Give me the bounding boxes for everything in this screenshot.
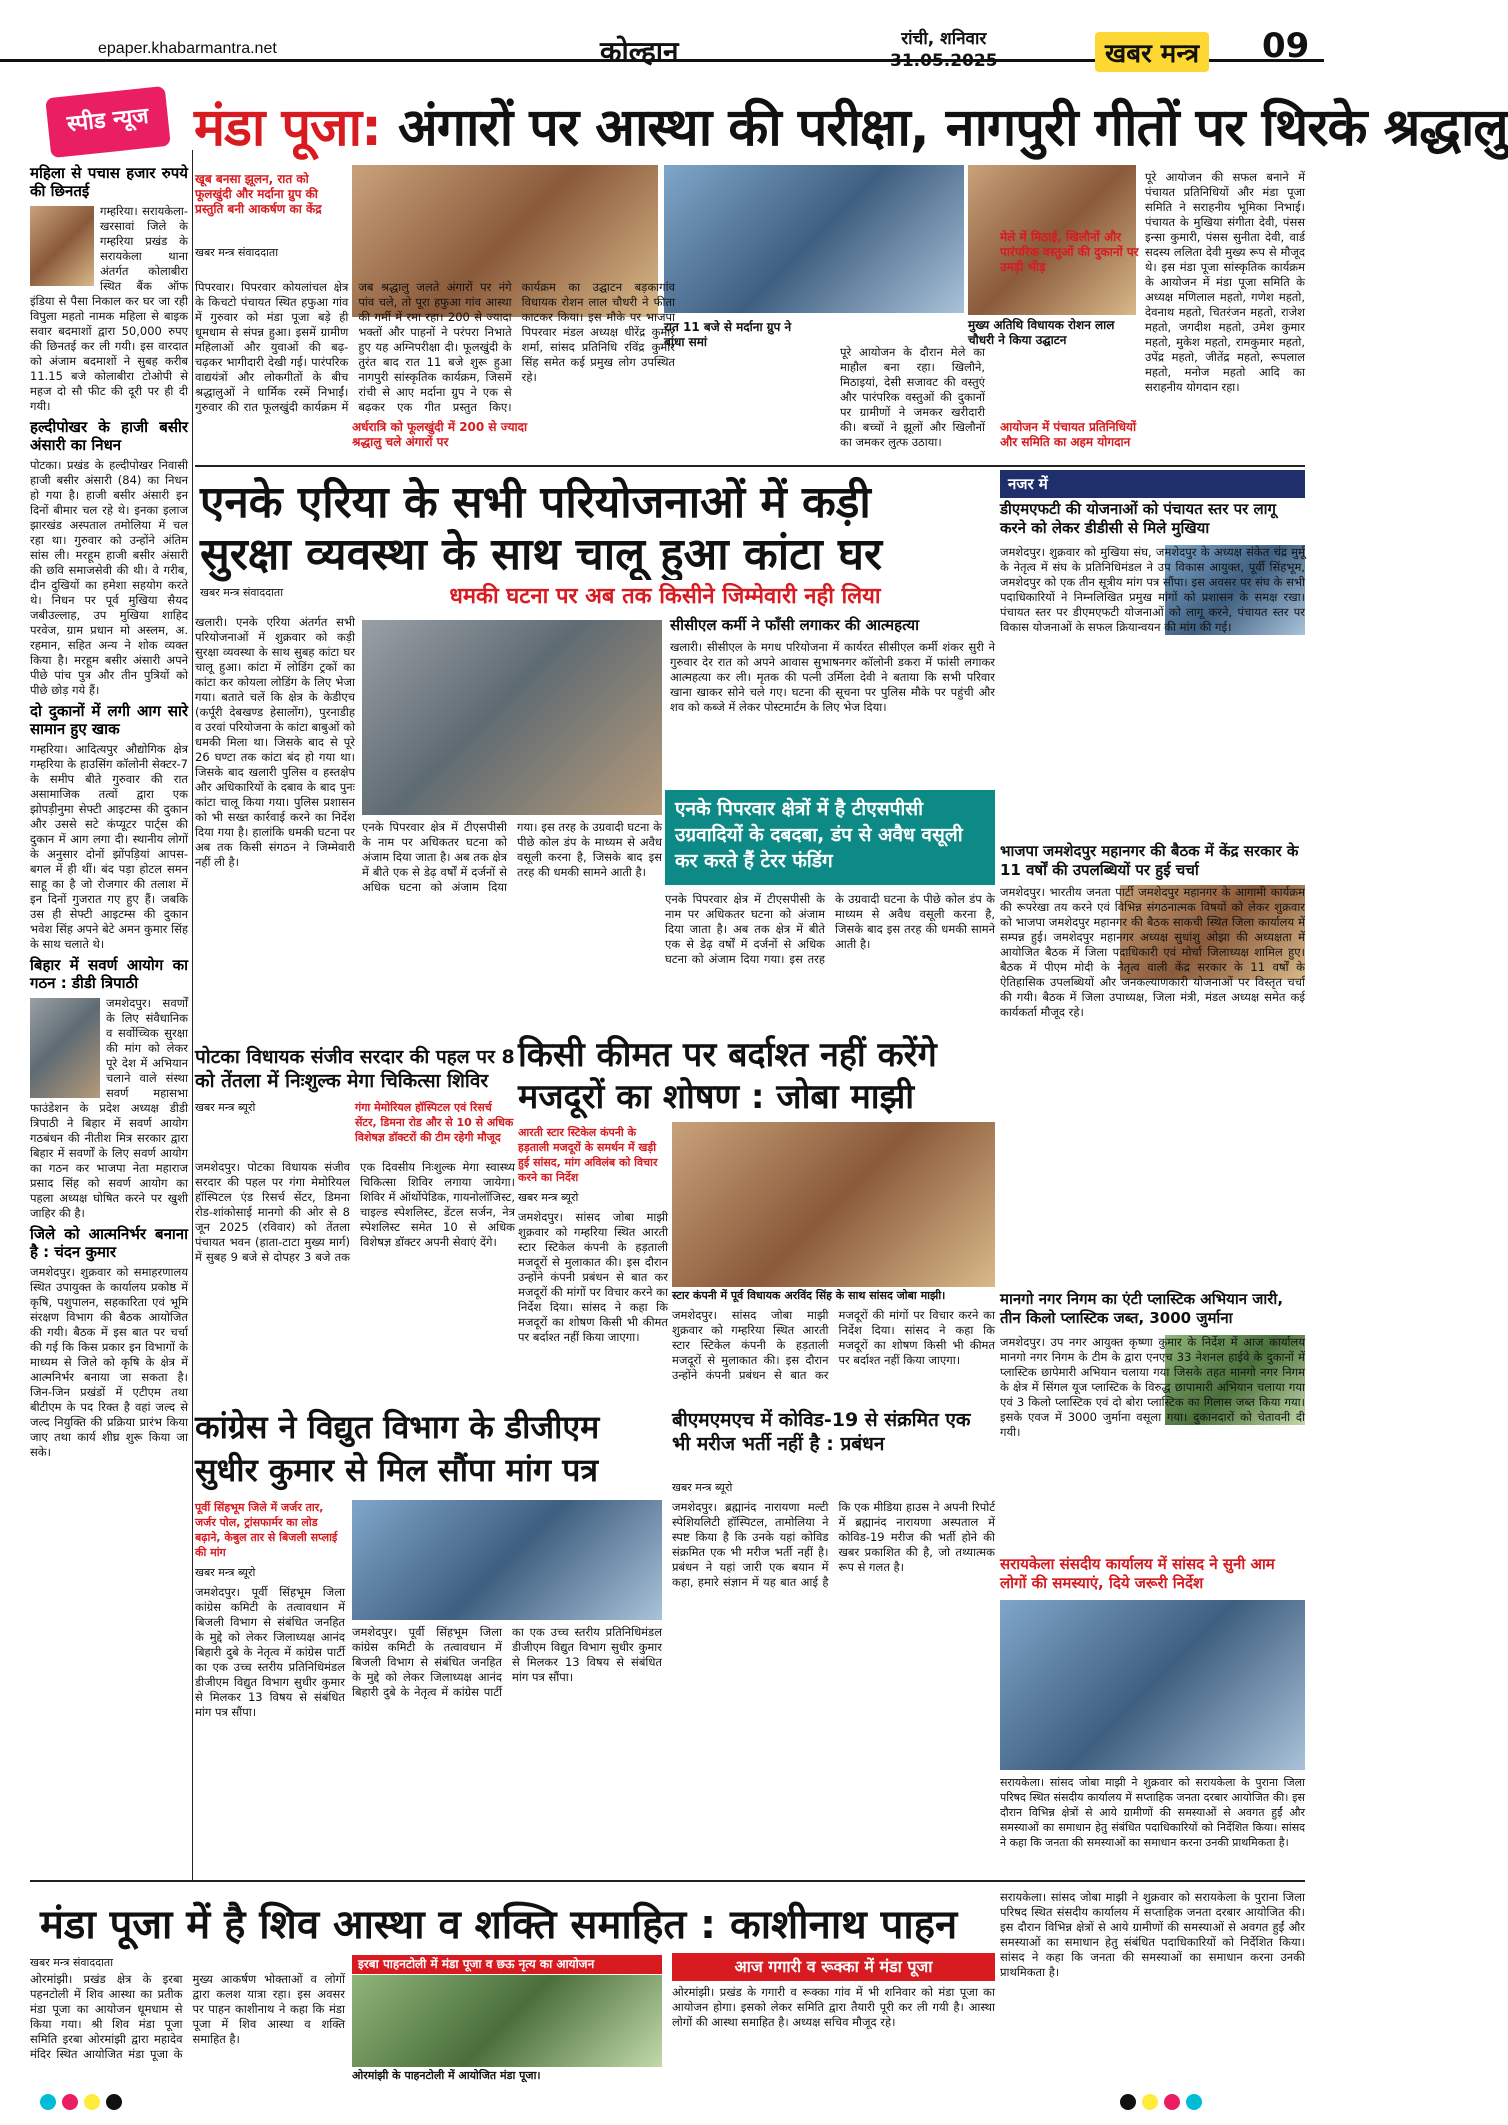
headline-highlight: मंडा पूजा: (194, 98, 381, 158)
photo-caption: ओरमांझी के पाहनटोली में आयोजित मंडा पूजा। (352, 2069, 541, 2082)
congress-headline-1: कांग्रेस ने विद्युत विभाग के डीजीएम (195, 1408, 600, 1446)
joba-headline-1: किसी कीमत पर बर्दाश्त नहीं करेंगे (518, 1035, 937, 1075)
potka-headline: पोटका विधायक संजीव सरदार की पहल पर 8 को तेंतला में निःशुल्क मेगा चिकित्सा शिविर (195, 1046, 515, 1092)
article-body: खलारी। एनके एरिया अंतर्गत सभी परियोजनाओं में शुक्रवार को कड़ी सुरक्षा व्यवस्था के साथ सुबह कांटा घर चालू हुआ। कांटा में लोडिंग ट्रकों का कांटा कर कोयला लोडिंग के लिए भेजा गया। बताते चलें कि क्षेत्र के केडीएच (कर्पूरी देबखण्ड हेसालोंग), पुरनाडीह व उरवां परियोजना के कांटा बाबुओं को धमकी मिला था। जिसके बाद से पूरे 26 घण्टा तक कांटा बंद हो गया था। जिसके बाद खलारी पुलिस व हस्तक्षेप और अधिकारियों के दबाव के बाद पुनः कांटा चालू किया गया। पुलिस प्रशासन को भी सख्त कार्रवाई करने का निर्देश दिया गया है। हालांकि धमकी घटना पर अब तक किसी संगठन ने जिम्मेवारी नहीं ली है। (195, 615, 355, 869)
congress-headline-2: सुधीर कुमार से मिल सौंपा मांग पत्र (195, 1451, 599, 1489)
registration-dot (1120, 2094, 1136, 2110)
registration-dot (40, 2094, 56, 2110)
photo-caption: पूर्वी सिंहभूम जिले में जर्जर तार, जर्जर पोल, ट्रांसफार्मर का लोड बढ़ाने, केबुल तार से बिजली सप्लाई की मांग (195, 1501, 338, 1559)
side-headline: आज गगारी व रूक्का में मंडा पूजा (672, 1953, 995, 1981)
divider (195, 465, 1305, 467)
article-body: पूरे आयोजन के दौरान मेले का माहौल बना रहा। खिलौने, मिठाइयां, देसी सजावट की वस्तुएं और पारंपरिक वस्तुओं की दुकानों पर ग्रामीणों ने जमकर खरीदारी की। बच्चों ने झूलों और खिलौनों का जमकर लुत्फ उठाया। (840, 345, 985, 449)
article-body: पिपरवार। पिपरवार कोयलांचल क्षेत्र के किचटो पंचायत स्थित हफुआ गांव में गुरुवार को मंडा पूजा बड़े ही धूमधाम से संपन्न हुआ। इसमें ग्रामीण महिलाओं और युवाओं की बढ़-चढ़कर भागीदारी देखी गई। पारंपरिक वाद्ययंत्रों और लोकगीतों के बीच श्रद्धालुओं ने धार्मिक रस्में निभाईं। गुरुवार की रात फूलखुंदी कार्यक्रम में जब श्रद्धालु जलते अंगारों पर नंगे पांव चले, तो पूरा हफुआ गांव आस्था की गर्मी में रमा रहा। 200 से ज्यादा भक्तों और पाहनों ने परंपरा निभाते हुए यह अग्निपरीक्षा दी। फूलखुंदी के तुरंत बाद रात 11 बजे शुरू हुआ नागपुरी सांस्कृतिक कार्यक्रम, जिसमें रांची से आए मर्दाना ग्रुप ने एक से बढ़कर एक गीत प्रस्तुत किए। कार्यक्रम का उद्घाटन बड़कागांव विधायक रोशन लाल चौधरी ने फीता काटकर किया। इस मौके पर भाजपा पिपरवार मंडल अध्यक्ष धीरेंद्र कुमार शर्मा, सांसद प्रतिनिधि रविंद्र कुमार सिंह समेत कई प्रमुख लोग उपस्थित रहे। (195, 280, 675, 414)
news-body: जमशेदपुर। शुक्रवार को समाहरणालय स्थित उपायुक्त के कार्यालय प्रकोष्ठ में कृषि, पशुपालन, सहकारिता एवं भूमि संरक्षण विभाग की बैठक आयोजित की गयी। बैठक में इस बात पर चर्चा की गई कि किस प्रकार इन विभागों के माध्यम से जिले को कृषि के क्षेत्र में आत्मनिर्भर बनाया जा सकता है। जिन-जिन प्रखंडों में एटीएम तथा बीटीएम के पद रिक्त है वहां जल्द से जल्द नियुक्ति की प्रक्रिया प्रारंभ किया जाए तथा कार्य शीघ्र शुरू किया जा सके। (30, 1265, 188, 1459)
site-url[interactable]: epaper.khabarmantra.net (98, 40, 277, 57)
registration-marks (40, 2094, 122, 2110)
article-body: ओरमांझी। प्रखंड क्षेत्र के इरबा पहनटोली में शिव आस्था का प्रतीक मंडा पूजा का आयोजन धूमधाम से किया गया। श्री शिव मंडा पूजा समिति इरबा ओरमांझी द्वारा महादेव मंदिर स्थित आयोजित मंडा पूजा के मुख्य आकर्षण भोक्ताओं व लोगों द्वारा कलश यात्रा रहा। इस अवसर पर पाहन काशीनाथ ने कहा कि मंडा पूजा में शिव आस्था व शक्ति समाहित है। (30, 1972, 345, 2061)
photo-caption: आरती स्टार स्टिकेल कंपनी के हड़ताली मजदूरों के समर्थन में खड़ी हुई सांसद, मांग अविलंब को विचार करने का निर्देश (518, 1126, 658, 1184)
photo-caption: रात 11 बजे से मर्दाना ग्रुप ने बांधा समां (664, 320, 792, 349)
sub-caption: मेले में मिठाई, खिलौनों और पारंपरिक वस्तुओं की दुकानों पर उमड़ी भीड़ (1000, 230, 1139, 274)
article-body: एनके पिपरवार क्षेत्र में टीएसपीसी के नाम पर अधिकतर घटना को अंजाम दिया जाता है। अब तक क्षेत्र में बीते एक से डेढ़ वर्षों में दर्जनों से अधिक घटना को अंजाम दिया गया। इस तरह के उग्रवादी घटना के पीछे कोल डंप के माध्यम से अवैध वसूली करना है, जिसके बाद इस तरह की धमकी सामने आती है। (362, 820, 662, 894)
issue-date: 31.05.2025 (890, 51, 998, 71)
manda-puja-photo (352, 1975, 662, 2067)
tspc-headline: एनके पिपरवार क्षेत्रों में है टीएसपीसी उग्रवादियों के दबदबा, डंप से अवैध वसूली कर करते हैं टेरर फंडिंग (665, 790, 995, 885)
photo-caption: स्टार कंपनी में पूर्व विधायक अरविंद सिंह के साथ सांसद जोबा माझी। (672, 1289, 946, 1302)
divider (30, 1880, 1305, 1882)
byline: खबर मन्त्र ब्यूरो (195, 1566, 256, 1579)
news-body: पोटका। प्रखंड के हल्दीपोखर निवासी हाजी बसीर अंसारी (84) का निधन हो गया है। हाजी बसीर अंसारी इन दिनों बीमार चल रहे थे। इनका इलाज झारखंड अस्पताल तमोलिया में चल रहा था। गुरुवार को उन्होंने अंतिम सांस ली। मरहूम हाजी बसीर अंसारी की छवि समाजसेवी की थी। वे गरीब, दीन दुखियों का हमेशा सहयोग करते थे। निधन पर पूर्व मुखिया सैयद जबीउल्लाह, उप मुखिया शाहिद परवेज, ग्राम प्रधान मो अस्लम, अ. रहमान, सहित अन्य ने शोक व्यक्त किया है। मरहूम बसीर अंसारी अपने पीछे पांच पुत्र और तीन पुत्रियों को पीछे छोड़ गये हैं। (30, 458, 188, 697)
article-body: सरायकेला। सांसद जोबा माझी ने शुक्रवार को सरायकेला के पुराना जिला परिषद स्थित संसदीय कार्यालय में सप्ताहिक जनता दरबार आयोजित की। इस दौरान विभिन्न क्षेत्रों से आये ग्रामीणों की समस्याओं से अवगत हुईं और समस्याओं का समाधान हेतु संबंधित पदाधिकारियों को निर्देशित किया। सांसद ने कहा कि जनता की समस्याओं का समाधान करना उनकी प्राथमिकता है। (1000, 1890, 1305, 1979)
article-body: जमशेदपुर। सांसद जोबा माझी शुक्रवार को गम्हरिया स्थित आरती स्टार स्टिकेल कंपनी के हड़ताली मजदूरों से मुलाकात की। इस दौरान उन्होंने कंपनी प्रबंधन से बात कर मजदूरों की मांगों पर विचार करने का निर्देश दिया। सांसद ने कहा कि मजदूरों का शोषण किसी भी कीमत पर बर्दाश्त नहीं किया जाएगा। (672, 1308, 995, 1382)
byline: खबर मन्त्र ब्यूरो (672, 1481, 733, 1494)
byline: खबर मन्त्र संवाददाता (195, 246, 279, 259)
photo-caption: अर्धरात्रि को फूलखुंदी में 200 से ज्यादा श्रद्धालु चले अंगारों पर (352, 420, 532, 450)
saraikela-photo (1000, 1600, 1305, 1770)
registration-dot (84, 2094, 100, 2110)
section-name: कोल्हान (600, 35, 679, 68)
photo-caption: गंगा मेमोरियल हॉस्पिटल एवं रिसर्च सेंटर, डिमना रोड और से 10 से अधिक विशेषज्ञ डॉक्टरों की टीम रहेगी मौजूद (355, 1101, 514, 1144)
side-headline: सीसीएल कर्मी ने फाँसी लगाकर की आत्महत्या (670, 616, 919, 634)
registration-dot (106, 2094, 122, 2110)
lead-headline (194, 90, 1508, 161)
article-body: जमशेदपुर। पोटका विधायक संजीव सरदार की पहल पर गंगा मेमोरियल हॉस्पिटल एंड रिसर्च सेंटर, डिमना रोड-शांकोसाई मानगो की ओर से 8 जून 2025 (रविवार) को तेंतला पंचायत भवन (हाता-टाटा मुख्य मार्ग) में सुबह 9 बजे से दोपहर 3 बजे तक एक दिवसीय निःशुल्क मेगा स्वास्थ्य चिकित्सा शिविर लगाया जायेगा। शिविर में ऑर्थोपेडिक, गायनोलॉजिस्ट, चाइल्ड स्पेशलिस्ट, डेंटल सर्जन, नेत्र स्पेशलिस्ट समेत 10 से अधिक विशेषज्ञ डॉक्टर अपनी सेवाएं देंगे। (195, 1160, 515, 1264)
nazar-label: नजर में (1000, 470, 1305, 498)
article-body: सरायकेला। सांसद जोबा माझी ने शुक्रवार को सरायकेला के पुराना जिला परिषद स्थित संसदीय कार्यालय में सप्ताहिक जनता दरबार आयोजित की। इस दौरान विभिन्न क्षेत्रों से आये ग्रामीणों की समस्याओं से अवगत हुईं और समस्याओं का समाधान हेतु संबंधित पदाधिकारियों को निर्देशित किया। सांसद ने कहा कि जनता की समस्याओं का समाधान करना उनकी प्राथमिकता है। (1000, 1776, 1305, 1849)
kanta-headline-1: एनके एरिया के सभी परियोजनाओं में कड़ी (200, 477, 871, 528)
news-body: गम्हरिया। आदित्यपुर औद्योगिक क्षेत्र गम्हरिया के हाउसिंग कॉलोनी सेक्टर-7 के समीप बीते गुरुवार की रात असामाजिक तत्वों द्वारा एक झोपड़ीनुमा सेफ्टी आइटम्स की दुकान और उससे सटे कंप्यूटर पार्ट्स की दुकान में आग लगा दी। स्थानीय लोगों के अनुसार दोनों झोंपड़ियां आपस-बगल में ही थीं। बंद पड़ा होटल समन साहू का है जो रोजगार की तलाश में इन दिनों गुजरात गए हुए हैं। जबकि उस ही सेफ्टी आइटम्स की दुकान भवेश सिंह अपने बेटे अमन कुमार सिंह के साथ चलाते थे। (30, 742, 188, 951)
joba-headline-2: मजदूरों का शोषण : जोबा माझी (518, 1077, 915, 1117)
byline: खबर मन्त्र ब्यूरो (518, 1191, 579, 1204)
column-divider (192, 150, 193, 1880)
headline-text: अंगारों पर आस्था की परीक्षा, नागपुरी गीतों पर थिरके श्रद्धालु (397, 98, 1508, 158)
byline: खबर मन्त्र ब्यूरो (195, 1101, 256, 1114)
bjp-headline: भाजपा जमशेदपुर महानगर की बैठक में केंद्र सरकार के 11 वर्षों की उपलब्धियों पर हुई चर्चा (1000, 842, 1299, 879)
byline: खबर मन्त्र संवाददाता (200, 586, 284, 599)
article-body: जमशेदपुर। भारतीय जनता पार्टी जमशेदपुर महानगर के आगामी कार्यक्रम की रूपरेखा तय करने एवं विभिन्न संगठनात्मक विषयों को लेकर शुक्रवार को भाजपा जमशेदपुर महानगर की बैठक साकची स्थित जिला कार्यालय में सम्पन्न हुई। जमशेदपुर महानगर अध्यक्ष सुधांशु ओझा की अध्यक्षता में आयोजित बैठक में जिला पदाधिकारी एवं मोर्चा जिलाध्यक्ष शामिल हुए। बैठक में पीएम मोदी के नेतृत्व वाली केंद्र सरकार के 11 वर्षों के ऐतिहासिक उपलब्धियों और जनकल्याणकारी योजनाओं पर विस्तृत चर्चा की गयी। बैठक में जिला उपाध्यक्ष, जिला मंत्री, मंडल अध्यक्ष समेत कई कार्यकर्ता मौजूद रहे। (1000, 885, 1305, 1019)
news-title: जिले को आत्मनिर्भर बनाना है : चंदन कुमार (30, 1225, 188, 1261)
date-box (890, 28, 998, 72)
news-body: गम्हरिया। सरायकेला-खरसावां जिले के गम्हरिया प्रखंड के सरायकेला थाना अंतर्गत कोलाबीरा स्थित बैंक ऑफ इंडिया से पैसा निकाल कर घर जा रही विपुला महतो नामक महिला से बाइक सवार बदमाशों द्वारा 50,000 रुपए की छिनतई कर ली गयी। इस वारदात को अंजाम बदमाशों ने सुबह करीब 11.15 बजे कोलाबीरा टोओपी से महज दो सौ फीट की दूरी पर ही दी गयी। (30, 204, 188, 413)
spacer (990, 170, 1135, 190)
kanta-headline-2: सुरक्षा व्यवस्था के साथ चालू हुआ कांटा घर (200, 529, 882, 580)
news-body: जमशेदपुर। सवर्णों के लिए संवैधानिक व सर्वोच्चिक सुरक्षा की मांग को लेकर पूरे देश में अभियान चलाने वाले संस्था सवर्ण महासभा फाउंडेशन के प्रदेश अध्यक्ष डीडी त्रिपाठी ने बिहार में सवर्ण आयोग गठबंधन की नीतीश मित्र सरकार द्वारा बिहार में सवर्णों के लिए सवर्ण आयोग का गठन कर भाजपा नेता महाराज प्रसाद सिंह को सवर्ण आयोग का पहला अध्यक्ष घोषित करने पर खुशी जाहिर की है। (30, 996, 188, 1220)
registration-dot (1142, 2094, 1158, 2110)
article-body: जमशेदपुर। ब्रह्मानंद नारायणा मल्टी स्पेशियलिटी हॉस्पिटल, तामोलिया ने स्पष्ट किया है कि उनके यहां कोविड संक्रमित एक भी मरीज भर्ती नहीं है। प्रबंधन ने यहां जारी एक बयान में कहा, हमारे संज्ञान में यह बात आई है कि एक मीडिया हाउस ने अपनी रिपोर्ट में ब्रह्मानंद नारायणा अस्पताल में कोविड-19 मरीज की भर्ती होने की खबर प्रकाशित की है, जो तथ्यात्मक रूप से गलत है। (672, 1500, 995, 1589)
congress-photo (352, 1500, 662, 1620)
article-body: जमशेदपुर। पूर्वी सिंहभूम जिला कांग्रेस कमिटी के तत्वावधान में बिजली विभाग से संबंधित जनहित के मुद्दे को लेकर जिलाध्यक्ष आनंद बिहारी दुबे के नेतृत्व में कांग्रेस पार्टी का एक उच्च स्तरीय प्रतिनिधिमंडल डीजीएम विद्युत विभाग सुधीर कुमार से मिलकर 13 विषय से संबंधित मांग पत्र सौंपा। (195, 1585, 345, 1719)
registration-dot (62, 2094, 78, 2110)
speed-news-column (30, 160, 188, 1880)
news-photo (30, 206, 94, 286)
news-title: महिला से पचास हजार रुपये की छिनतई (30, 164, 188, 200)
registration-marks (1120, 2094, 1202, 2110)
city-day: रांची, शनिवार (901, 29, 987, 49)
brand-logo: खबर मन्त्र (1095, 32, 1209, 72)
news-title: दो दुकानों में लगी आग सारे सामान हुए खाक (30, 702, 188, 738)
registration-dot (1186, 2094, 1202, 2110)
nazar-headline: डीएमएफटी की योजनाओं को पंचायत स्तर पर लागू करने को लेकर डीडीसी से मिले मुखिया (1000, 500, 1276, 537)
article-body: खलारी। सीसीएल के मगध परियोजना में कार्यरत सीसीएल कर्मी शंकर सुरी ने गुरुवार देर रात को अपने आवास सुभाषनगर कॉलोनी डकरा में फांसी लगाकर आत्महत्या कर ली। मृतक की पत्नी उर्मिला देवी ने बताया कि सभी परिवार खाना खाकर सोने चले गए। घटना की सूचना पर पुलिस मौके पर पहुंची और शव को कब्जे में लेकर पोस्टमार्टम के लिए भेज दिया। (670, 640, 995, 714)
article-body: जमशेदपुर। उप नगर आयुक्त कृष्णा कुमार के निर्देश में आज कार्यालय मानगो नगर निगम के टीम के द्वारा एनएच 33 नेशनल हाईवे के दुकानों में प्लास्टिक छापेमारी अभियान चलाया गया जिसके तहत मानगो नगर निगम के क्षेत्र में सिंगल यूज प्लास्टिक के विरुद्ध छापामारी अभियान चलाया गया एवं 3 किलो प्लास्टिक एवं दो बोरा प्लास्टिक का गिलास जब्त किया गया। इसके एवज में 3000 जुर्माना वसूला गया। दुकानदारों को चेतावनी दी गयी। (1000, 1335, 1305, 1439)
article-body: ओरमांझी। प्रखंड के गगारी व रूक्का गांव में भी शनिवार को मंडा पूजा का आयोजन होगा। इसको लेकर समिति द्वारा तैयारी पूरी कर ली गयी है। आस्था लोगों की आस्था समाहित है। अध्यक्ष सचिव मौजूद रहे। (672, 1985, 995, 2029)
bottom-headline: मंडा पूजा में है शिव आस्था व शक्ति समाहित : काशीनाथ पाहन (40, 1902, 958, 1948)
byline: खबर मन्त्र संवाददाता (30, 1956, 114, 1969)
sub-caption: आयोजन में पंचायत प्रतिनिधियों और समिति का अहम योगदान (1000, 420, 1137, 449)
article-body: जमशेदपुर। शुक्रवार को मुखिया संघ, जमशेदपुर के अध्यक्ष संकेत चंद्र मुर्मू के नेतृत्व में संघ के प्रतिनिधिमंडल ने उप विकास आयुक्त, पूर्वी सिंहभूम, जमशेदपुर को एक तीन सूत्रीय मांग पत्र सौंपा। इस अवसर पर संघ के सभी पदाधिकारियों ने निम्नलिखित प्रमुख मांगों को प्रशासन के समक्ष रखा। पंचायत स्तर पर डीएमएफटी योजनाओं को लागू करने, पंचायत स्तर पर विकास योजनाओं के सफल क्रियान्वयन की मांग की गई। (1000, 545, 1305, 634)
fire-walk-photo (664, 165, 964, 313)
article-body: एनके पिपरवार क्षेत्र में टीएसपीसी के नाम पर अधिकतर घटना को अंजाम दिया जाता है। अब तक क्षेत्र में बीते एक से डेढ़ वर्षों में दर्जनों से अधिक घटना को अंजाम दिया गया। इस तरह के उग्रवादी घटना के पीछे कोल डंप के माध्यम से अवैध वसूली करना है, जिसके बाद इस तरह की धमकी सामने आती है। (665, 892, 995, 966)
truck-photo (362, 620, 662, 815)
covid-headline: बीएमएमएच में कोविड-19 से संक्रमित एक भी मरीज भर्ती नहीं है : प्रबंधन (672, 1409, 971, 1455)
plastic-headline: मानगो नगर निगम का एंटी प्लास्टिक अभियान जारी, तीन किलो प्लास्टिक जब्त, 3000 जुर्माना (1000, 1290, 1284, 1327)
photo-caption: खूब बनसा झूलन, रात को फूलखुंदी और मर्दाना ग्रुप की प्रस्तुति बनी आकर्षण का केंद्र (195, 172, 322, 216)
saraikela-headline: सरायकेला संसदीय कार्यालय में सांसद ने सुनी आम लोगों की समस्याएं, दिये जरूरी निर्देश (1000, 1555, 1275, 1592)
article-body: जमशेदपुर। सांसद जोबा माझी शुक्रवार को गम्हरिया स्थित आरती स्टार स्टिकेल कंपनी के हड़ताली मजदूरों से मुलाकात की। इस दौरान उन्होंने कंपनी प्रबंधन से बात कर मजदूरों की मांगों पर विचार करने का निर्देश दिया। सांसद ने कहा कि मजदूरों का शोषण किसी भी कीमत पर बर्दाश्त नहीं किया जाएगा। (518, 1210, 668, 1344)
kanta-subhead: धमकी घटना पर अब तक किसीने जिम्मेवारी नही लिया (355, 580, 975, 614)
masthead (0, 0, 1324, 71)
news-title: बिहार में सवर्ण आयोग का गठन : डीडी त्रिपाठी (30, 956, 188, 992)
page-number: 09 (1262, 26, 1310, 66)
article-body: पूरे आयोजन की सफल बनाने में पंचायत प्रतिनिधियों और मंडा पूजा समिति ने सराहनीय भूमिका निभाई। पंचायत के मुखिया संगीता देवी, पंसस इन्सा कुमारी, पंसस सुनीता देवी, वार्ड सदस्य ललिता देवी मुख्य रूप से मौजूद थे। इस मंडा पूजा सांस्कृतिक कार्यक्रम के आयोजन में मंडा पूजा समिति के अध्यक्ष मणिलाल महतो, गणेश महतो, देवनाथ महतो, चितरंजन महतो, राजेश महतो, जगदीश महतो, उमेश कुमार महतो, मुकेश महतो, रामकुमार महतो, उपेंद्र महतो, जीतेंद्र महतो, रूपलाल महतो, मनोज महतो आदि का सराहनीय योगदान रहा। (1145, 170, 1305, 394)
article-body: जमशेदपुर। पूर्वी सिंहभूम जिला कांग्रेस कमिटी के तत्वावधान में बिजली विभाग से संबंधित जनहित के मुद्दे को लेकर जिलाध्यक्ष आनंद बिहारी दुबे के नेतृत्व में कांग्रेस पार्टी का एक उच्च स्तरीय प्रतिनिधिमंडल डीजीएम विद्युत विभाग सुधीर कुमार से मिलकर 13 विषय से संबंधित मांग पत्र सौंपा। (352, 1625, 662, 1699)
joba-photo (672, 1122, 995, 1287)
news-title: हल्दीपोखर के हाजी बसीर अंसारी का निधन (30, 418, 188, 454)
speed-news-logo: स्पीड न्यूज (45, 86, 171, 158)
portrait-photo (30, 998, 100, 1098)
registration-dot (1164, 2094, 1180, 2110)
photo-caption: मुख्य अतिथि विधायक रोशन लाल चौधरी ने किया उद्घाटन (968, 318, 1115, 347)
photo-caption: इरबा पाहनटोली में मंडा पूजा व छऊ नृत्य का आयोजन (352, 1955, 662, 1974)
